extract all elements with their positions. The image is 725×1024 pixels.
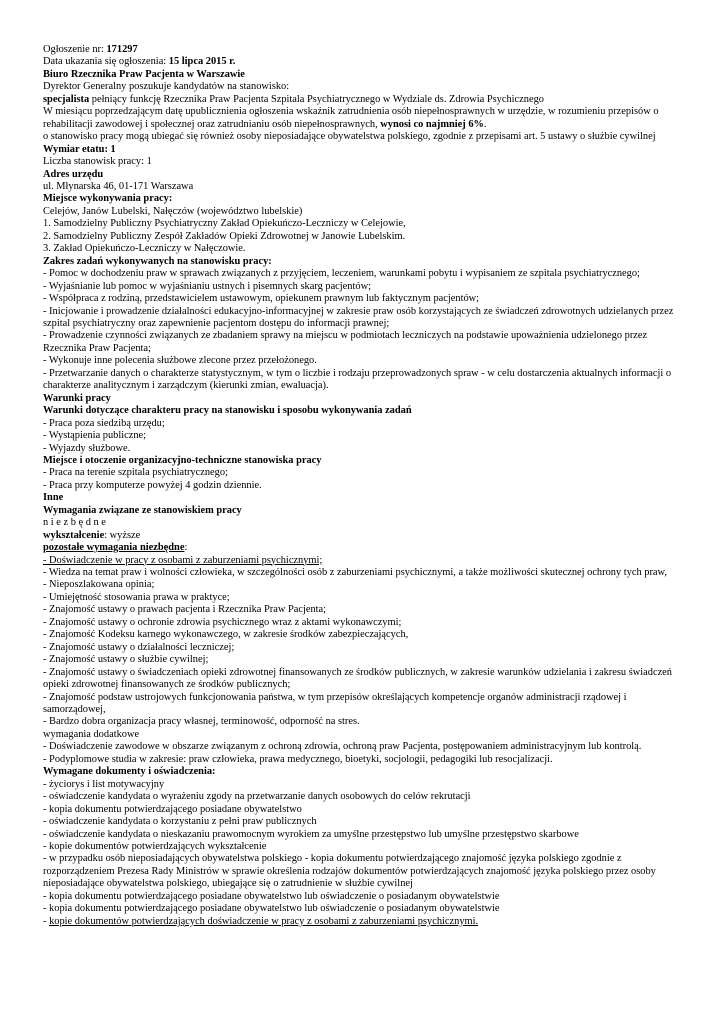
document-item: - kopia dokumentu potwierdzającego posiadane obywatelstwo lub oświadczenie o posiadanym obywatelstwie [43,890,500,902]
additional-requirement-item: - Podyplomowe studia w zakresie: praw człowieka, prawa medycznego, bioetyki, socjologii, pedagogiki lub resocjalizacji. [43,753,553,765]
condition-item: - Praca na terenie szpitala psychiatrycznego; [43,467,228,479]
requirement-item: - Bardzo dobra organizacja pracy własnej, terminowość, odporność na stres. [43,716,360,728]
address-value: ul. Młynarska 46, 01-171 Warszawa [43,180,194,192]
requirement-item: - Wiedza na temat praw i wolności człowieka, w szczególności osób z zaburzeniami psychicznymi, a także możliwości skutecznej ochrony tych praw, [43,567,667,579]
education-requirement [43,530,685,542]
additional-requirement-item: - Doświadczenie zawodowe w obszarze związanym z ochroną zdrowia, ochroną praw Pacjenta, postępowaniem administracyjnym lub kontrolą. [43,741,642,753]
conditions-subheading: Warunki dotyczące charakteru pracy na stanowisku i sposobu wykonywania zadań [43,405,412,417]
workload: Wymiar etatu: 1 [43,143,116,155]
office-name: Biuro Rzecznika Praw Pacjenta w Warszawie [43,68,245,80]
additional-requirements-label: wymagania dodatkowe [43,728,140,740]
conditions-heading: Warunki pracy [43,392,111,404]
workplace-line: 3. Zakład Opiekuńczo-Leczniczy w Nałęczowie. [43,243,246,255]
task-item: - Przetwarzanie danych o charakterze statystycznym, w tym o liczbie i rodzaju przeprowadzonych spraw - w celu dostarczenia aktualnych informacji o charakterze analitycznym i zarządczym (kierunki zmian, ewaluacja). [43,367,672,392]
announcement-number-label: Ogłoszenie nr: [43,44,107,55]
document-item: - kopie dokumentów potwierdzających wykształcenie [43,841,267,852]
task-item: - Pomoc w dochodzeniu praw w sprawach związanych z przyjęciem, leczeniem, warunkami pobytu i wypisaniem ze szpitala psychiatrycznego; [43,268,640,280]
position-title [43,94,685,106]
document-item: - oświadczenie kandydata o wyrażeniu zgody na przetwarzanie danych osobowych do celów rekrutacji [43,791,471,803]
address-heading: Adres urzędu [43,168,104,180]
requirement-item: - Umiejętność stosowania prawa w praktyce; [43,591,230,603]
task-item: - Prowadzenie czynności związanych ze zbadaniem sprawy na miejscu w podmiotach leczniczych na podstawie upoważnienia udzielonego przez Rzecznika Praw Pacjenta; [43,330,648,354]
requirements-required-label: n i e z b ę d n e [43,517,106,529]
requirement-item: - Znajomość ustawy o świadczeniach opieki zdrowotnej finansowanych ze środków publicznych, w zakresie warunków udzielania i zakresu świadczeń opieki zdrowotnej finansowanych ze środków publicznych; [43,666,672,691]
requirement-item: - Znajomość ustawy o prawach pacjenta i Rzecznika Praw Pacjenta; [43,604,327,616]
foreigners-note: o stanowisko pracy mogą ubiegać się również osoby nieposiadające obywatelstwa polskiego, zgodnie z przepisami art. 5 ustawy o służbie cywilnej [43,131,656,143]
requirement-item: - Znajomość ustawy o służbie cywilnej; [43,654,209,666]
publication-date [43,56,685,68]
document-item: - w przypadku osób nieposiadających obywatelstwa polskiego - kopia dokumentu potwierdzającego znajomość języka polskiego zgodnie z rozporządzeniem Prezesa Rady Ministrów w sprawie określenia rodzajów dokumentów potwierdzających znajomość języka polskiego przez osoby nieposiadające obywatelstwa polskiego, ubiegające się o zatrudnienie w służbie cywilnej [43,853,656,890]
task-item: - Inicjowanie i prowadzenie działalności edukacyjno-informacyjnej w zakresie praw osób korzystających ze świadczeń zdrowotnych udzielanych przez szpital psychiatryczny oraz zapewnienie pacjentom dostępu do informacji prawnej; [43,305,674,329]
document-item-last: - kopie dokumentów potwierdzających doświadczenie w pracy z osobami z zaburzeniami psychicznymi. [43,915,479,927]
document-item: - kopia dokumentu potwierdzającego posiadane obywatelstwo lub oświadczenie o posiadanym obywatelstwie [43,903,500,915]
condition-item: - Wystąpienia publiczne; [43,430,147,442]
condition-item: - Praca poza siedzibą urzędu; [43,417,165,429]
documents-heading: Wymagane dokumenty i oświadczenia: [43,766,216,778]
employment-note: W miesiącu poprzedzającym datę upublicznienia ogłoszenia wskaźnik zatrudnienia osób niepełnosprawnych w urzędzie, w rozumieniu przepisów o rehabilitacji zawodowej i społecznej oraz zatrudnianiu osób niepełnosprawnych, wynosi co najmniej 6%. [43,106,659,130]
condition-item: - Wyjazdy służbowe. [43,442,131,454]
document-item: - oświadczenie kandydata o nieskazaniu prawomocnym wyrokiem za umyślne przestępstwo lub umyślne przestępstwo skarbowe [43,828,579,840]
position-title-value: specjalista [43,93,90,105]
conditions-other: Inne [43,492,64,504]
workplace-heading: Miejsce wykonywania pracy: [43,193,173,205]
position-description: pełniący funkcję Rzecznika Praw Pacjenta Szpitala Psychiatrycznego w Wydziale ds. Zdrowia Psychicznego [89,93,544,105]
education-value: : wyższe [104,529,141,541]
requirement-item: - Znajomość ustawy o działalności leczniczej; [43,641,235,653]
requirement-item: - Znajomość ustawy o ochronie zdrowia psychicznego wraz z aktami wykonawczymi; [43,616,402,628]
document-item: - oświadczenie kandydata o korzystaniu z pełni praw publicznych [43,816,317,828]
publication-date-value: 15 lipca 2015 r. [168,56,236,68]
education-label: wykształcenie [43,529,105,541]
task-item: - Wykonuje inne polecenia służbowe zlecone przez przełożonego. [43,355,317,367]
requirement-item: - Doświadczenie w pracy z osobami z zaburzeniami psychicznymi; [43,554,323,566]
requirements-heading: Wymagania związane ze stanowiskiem pracy [43,504,242,516]
requirement-item: - Znajomość Kodeksu karnego wykonawczego, w zakresie środków zabezpieczających, [43,629,409,641]
positions-count: Liczba stanowisk pracy: 1 [43,156,152,168]
document-item-last-text: kopie dokumentów potwierdzających doświadczenie w pracy z osobami z zaburzeniami psychicznymi. [49,915,479,927]
workplace-line: 2. Samodzielny Publiczny Zespół Zakładów Opieki Zdrowotnej w Janowie Lubelskim. [43,230,406,242]
workplace-line: Celejów, Janów Lubelski, Nałęczów (województwo lubelskie) [43,205,303,217]
tasks-heading: Zakres zadań wykonywanych na stanowisku pracy: [43,255,272,267]
document-item: - kopia dokumentu potwierdzającego posiadane obywatelstwo [43,803,302,815]
employment-rate: wynosi co najmniej 6% [380,118,484,130]
requirement-item: - Nieposzlakowana opinia; [43,579,155,591]
other-requirements-label: pozostałe wymagania niezbędne: [43,542,188,554]
workplace-line: 1. Samodzielny Publiczny Psychiatryczny Zakład Opiekuńczo-Leczniczy w Celejowie, [43,218,406,230]
publication-date-label: Data ukazania się ogłoszenia: [43,56,169,68]
announcement-number-value: 171297 [106,44,138,55]
task-item: - Wyjaśnianie lub pomoc w wyjaśnianiu ustnych i pisemnych skarg pacjentów; [43,280,371,292]
intro-text: Dyrektor Generalny poszukuje kandydatów na stanowisko: [43,81,290,93]
task-item: - Współpraca z rodziną, przedstawicielem ustawowym, opiekunem prawnym lub faktycznym pacjentów; [43,293,480,305]
announcement-number [43,44,685,56]
condition-item: - Praca przy komputerze powyżej 4 godzin dziennie. [43,479,262,491]
requirement-item: - Znajomość podstaw ustrojowych funkcjonowania państwa, w tym przepisów określających kompetencje organów administracji rządowej i samorządowej, [43,691,627,716]
document-item: - życiorys i list motywacyjny [43,778,165,790]
conditions-subheading: Miejsce i otoczenie organizacyjno-techniczne stanowiska pracy [43,454,322,466]
